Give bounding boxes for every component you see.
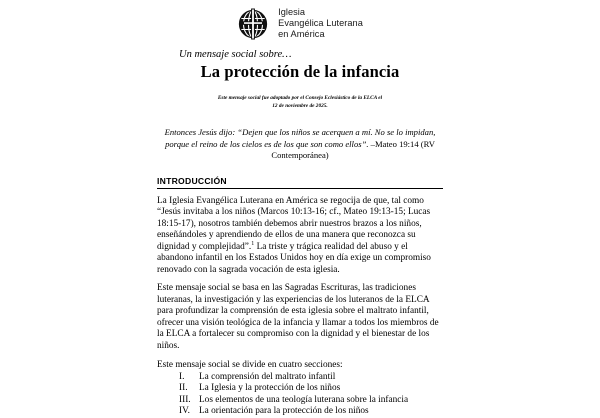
list-item bbox=[157, 395, 443, 407]
list-item-numeral: II. bbox=[179, 383, 188, 394]
paragraph-1-text-before-footnote: La Iglesia Evangélica Luterana en América se regocija de que, tal como “Jesús invitaba a los niños (Marcos 10:13-16; cf., Mateo 19:13-15; Lucas 18:15-17), nosotros también debemos abrir nuestros brazos a los niños, enseñándoles y aprendiendo de ellos de una manera que reconozca su dignidad y complejidad”. bbox=[157, 195, 431, 252]
body-paragraph-1 bbox=[157, 196, 443, 277]
wordmark-line-3: en América bbox=[278, 29, 325, 40]
paragraph-1-text-after-footnote: La triste y trágica realidad del abuso y el abandono infantil en los Estados Unidos hoy en día exige un compromiso renovado con la sagrada vocación de esta iglesia. bbox=[157, 241, 431, 275]
adoption-line-1: Este mensaje social fue adoptado por el Consejo Eclesiástico de la ELCA el bbox=[217, 94, 383, 101]
elca-wordmark bbox=[278, 7, 363, 41]
list-item-label: La Iglesia y la protección de los niños bbox=[199, 383, 341, 394]
elca-globe-cross-logo-icon bbox=[237, 8, 269, 40]
adoption-statement bbox=[171, 94, 429, 111]
footnote-marker: 1 bbox=[251, 240, 255, 247]
adoption-line-2: 12 de noviembre de 2025. bbox=[272, 102, 328, 109]
scripture-reference: –Mateo 19:14 (RV Contemporánea) bbox=[271, 138, 435, 161]
list-item-numeral: III. bbox=[179, 394, 191, 405]
wordmark-line-1: Iglesia bbox=[278, 7, 306, 17]
scripture-quote-text: Entonces Jesús dijo: “Dejen que los niños se acerquen a mí. No se lo impidan, porque el reino de los cielos es de los que son como ellos”. bbox=[164, 127, 436, 149]
sections-list-intro: Este mensaje social se divide en cuatro secciones: bbox=[157, 360, 343, 371]
document-kicker: Un mensaje social sobre… bbox=[179, 48, 292, 60]
content-column bbox=[157, 41, 443, 418]
sections-list bbox=[157, 372, 443, 418]
list-item bbox=[157, 372, 443, 384]
masthead bbox=[0, 0, 600, 41]
wordmark-line-2: Evangélica Luterana bbox=[278, 18, 363, 29]
list-item bbox=[157, 383, 443, 395]
body-paragraph-2: Este mensaje social se basa en las Sagradas Escrituras, las tradiciones luteranas, la investigación y las experiencias de los luteranos de la ELCA para profundizar la comprensión de esta iglesia sobre el maltrato infantil, ofrecer una visión teológica de la infancia y llamar a todos los miembros de la ELCA a fortalecer su compromiso con la dignidad y el bienestar de los niños. bbox=[157, 283, 439, 351]
list-item-label: La orientación para la protección de los niños bbox=[199, 406, 369, 417]
scripture-epigraph bbox=[163, 127, 437, 161]
section-heading-introduccion: INTRODUCCIÓN bbox=[157, 176, 443, 189]
list-item-label: Los elementos de una teología luterana sobre la infancia bbox=[199, 394, 409, 405]
list-item bbox=[157, 406, 443, 418]
list-item-numeral: IV. bbox=[179, 406, 190, 417]
list-item-numeral: I. bbox=[179, 371, 185, 382]
list-item-label: La comprensión del maltrato infantil bbox=[199, 371, 336, 382]
page-title: La protección de la infancia bbox=[200, 61, 400, 81]
